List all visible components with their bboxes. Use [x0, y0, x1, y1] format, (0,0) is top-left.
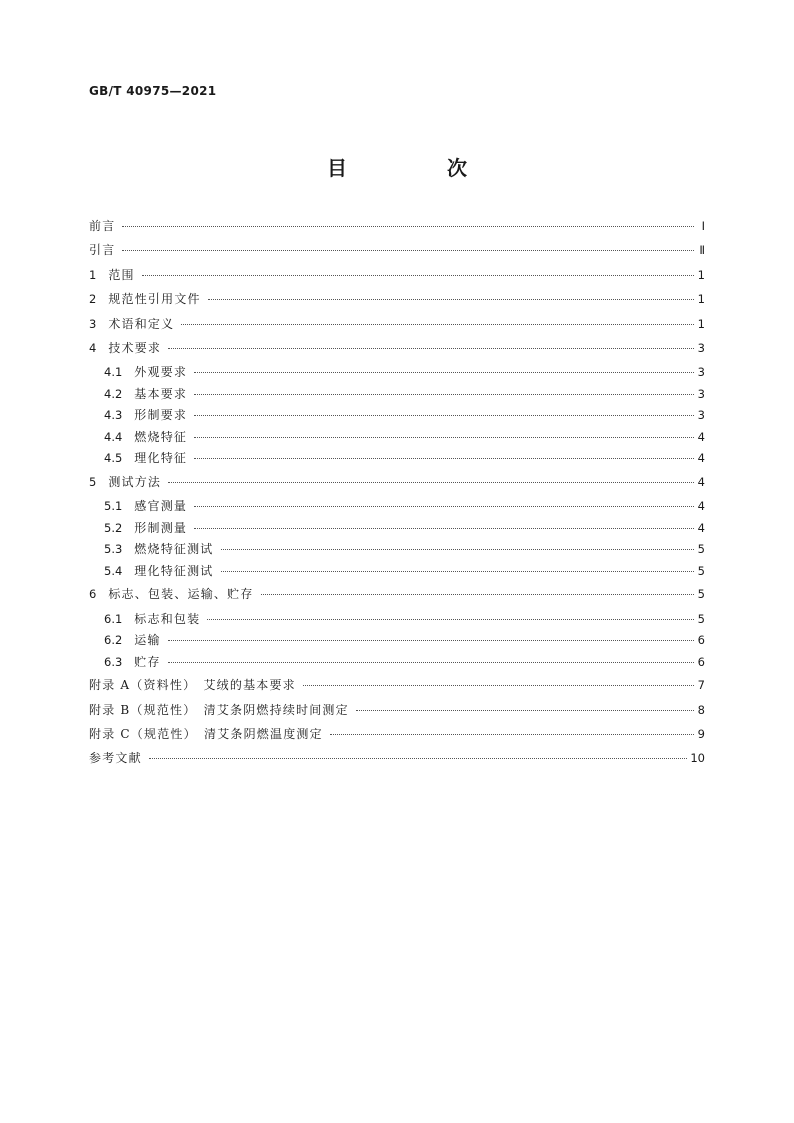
- toc-entry-number: 6.3: [104, 654, 123, 669]
- toc-entry-number: 5.2: [104, 520, 123, 535]
- toc-entry-number: 3: [89, 316, 97, 331]
- toc-entry[interactable]: [89, 268, 705, 292]
- toc-entry-page: Ⅱ: [699, 243, 705, 258]
- toc-entry-label: 标志和包装: [134, 611, 201, 626]
- toc-entry[interactable]: [89, 751, 705, 775]
- toc-entry-page: 1: [697, 267, 705, 282]
- toc-entry-label: 引言: [89, 243, 116, 258]
- toc-entry[interactable]: [89, 408, 705, 430]
- toc-entry[interactable]: [89, 243, 705, 267]
- toc-entry-label: 附录 C（规范性） 清艾条阴燃温度测定: [89, 726, 323, 741]
- toc-dot-leader: [149, 758, 688, 759]
- toc-entry-page: 3: [697, 386, 705, 401]
- toc-entry-label: 燃烧特征: [134, 429, 188, 444]
- toc-entry-label: 燃烧特征测试: [134, 542, 214, 557]
- toc-dot-leader: [194, 415, 694, 416]
- toc-entry-page: 5: [697, 587, 705, 602]
- toc-entry-page: 3: [697, 340, 705, 355]
- toc-entry-page: 6: [697, 633, 705, 648]
- toc-entry-number: 6.1: [104, 611, 123, 626]
- toc-dot-leader: [142, 275, 694, 276]
- toc-entry-label: 贮存: [134, 654, 161, 669]
- toc-entry-page: 6: [697, 654, 705, 669]
- toc-entry-number: 4.3: [104, 408, 123, 423]
- standard-code: GB/T 40975—2021: [89, 84, 217, 98]
- toc-entry-number: 4.4: [104, 429, 123, 444]
- toc-dot-leader: [194, 528, 694, 529]
- toc-entry-label: 规范性引用文件: [108, 292, 201, 307]
- toc-entry[interactable]: [89, 612, 705, 634]
- toc-entry[interactable]: [89, 430, 705, 452]
- toc-entry-page: 3: [697, 408, 705, 423]
- toc-dot-leader: [194, 394, 694, 395]
- toc-entry[interactable]: [89, 387, 705, 409]
- toc-entry-page: 7: [697, 678, 705, 693]
- toc-dot-leader: [168, 662, 694, 663]
- toc-entry[interactable]: [89, 703, 705, 727]
- toc-entry-number: 6: [89, 587, 97, 602]
- toc-entry-page: 4: [697, 429, 705, 444]
- toc-entry-label: 外观要求: [134, 365, 188, 380]
- toc-entry[interactable]: [89, 451, 705, 475]
- toc-title: 目 次: [327, 156, 507, 180]
- toc-entry-page: 4: [697, 474, 705, 489]
- toc-entry-label: 附录 B（规范性） 清艾条阴燃持续时间测定: [89, 702, 349, 717]
- toc-entry-label: 技术要求: [108, 340, 162, 355]
- toc-entry[interactable]: [89, 564, 705, 588]
- toc-dot-leader: [330, 734, 694, 735]
- toc-entry[interactable]: [89, 341, 705, 365]
- toc-entry-page: 5: [697, 563, 705, 578]
- toc-dot-leader: [181, 324, 694, 325]
- toc-entry[interactable]: [89, 587, 705, 611]
- toc-entry-page: 8: [697, 702, 705, 717]
- toc-entry-label: 感官测量: [134, 499, 188, 514]
- toc-entry[interactable]: [89, 365, 705, 387]
- toc-dot-leader: [356, 710, 694, 711]
- toc-entry-number: 4: [89, 340, 97, 355]
- toc-entry-number: 4.1: [104, 365, 123, 380]
- toc-entry-number: 5: [89, 474, 97, 489]
- toc-entry-page: 9: [697, 726, 705, 741]
- toc-entry[interactable]: [89, 475, 705, 499]
- toc-dot-leader: [122, 250, 694, 251]
- toc-entry-label: 前言: [89, 219, 116, 233]
- toc-entry[interactable]: [89, 678, 705, 702]
- toc-dot-leader: [207, 619, 694, 620]
- toc-entry[interactable]: [89, 521, 705, 543]
- toc-entry-label: 基本要求: [134, 386, 188, 401]
- toc-dot-leader: [261, 594, 694, 595]
- toc-entry-page: 5: [697, 611, 705, 626]
- toc-entry-label: 理化特征: [134, 451, 188, 466]
- toc-entry-page: 3: [697, 365, 705, 380]
- toc-entry-page: 4: [697, 451, 705, 466]
- toc-entry-label: 附录 A（资料性） 艾绒的基本要求: [89, 678, 296, 693]
- toc-entry-label: 术语和定义: [108, 316, 175, 331]
- toc-entry-label: 标志、包装、运输、贮存: [108, 587, 254, 602]
- toc-entry-number: 6.2: [104, 633, 123, 648]
- toc-entry-number: 2: [89, 292, 97, 307]
- toc-entry[interactable]: [89, 292, 705, 316]
- toc-entry-label: 形制要求: [134, 408, 188, 423]
- toc-entry[interactable]: [89, 317, 705, 341]
- toc-dot-leader: [168, 640, 694, 641]
- toc-entry-label: 参考文献: [89, 751, 142, 766]
- toc-entry-page: 1: [697, 292, 705, 307]
- toc-entry[interactable]: [89, 542, 705, 564]
- toc-entry[interactable]: [89, 655, 705, 679]
- toc-dot-leader: [194, 458, 694, 459]
- toc-entry-page: 4: [697, 499, 705, 514]
- toc-dot-leader: [194, 437, 694, 438]
- table-of-contents: [89, 219, 705, 776]
- toc-dot-leader: [168, 348, 694, 349]
- toc-entry[interactable]: [89, 633, 705, 655]
- toc-dot-leader: [208, 299, 694, 300]
- toc-entry-label: 理化特征测试: [134, 563, 214, 578]
- toc-dot-leader: [122, 226, 694, 227]
- toc-entry[interactable]: [89, 219, 705, 243]
- toc-dot-leader: [168, 482, 694, 483]
- toc-dot-leader: [303, 685, 694, 686]
- toc-entry-number: 1: [89, 267, 97, 282]
- toc-dot-leader: [221, 571, 695, 572]
- toc-entry-number: 5.4: [104, 563, 123, 578]
- toc-entry-number: 5.3: [104, 542, 123, 557]
- toc-entry-label: 测试方法: [108, 474, 162, 489]
- toc-entry-page: 1: [697, 316, 705, 331]
- toc-entry-label: 范围: [108, 267, 135, 282]
- toc-entry-number: 4.5: [104, 451, 123, 466]
- toc-entry-page: Ⅰ: [701, 219, 705, 233]
- toc-entry-page: 10: [690, 751, 705, 766]
- toc-entry-page: 5: [697, 542, 705, 557]
- toc-entry[interactable]: [89, 499, 705, 521]
- toc-entry[interactable]: [89, 727, 705, 751]
- toc-entry-page: 4: [697, 520, 705, 535]
- toc-dot-leader: [194, 506, 694, 507]
- toc-entry-number: 5.1: [104, 499, 123, 514]
- toc-entry-number: 4.2: [104, 386, 123, 401]
- toc-entry-label: 形制测量: [134, 520, 188, 535]
- toc-dot-leader: [194, 372, 694, 373]
- toc-entry-label: 运输: [134, 633, 161, 648]
- toc-dot-leader: [221, 549, 695, 550]
